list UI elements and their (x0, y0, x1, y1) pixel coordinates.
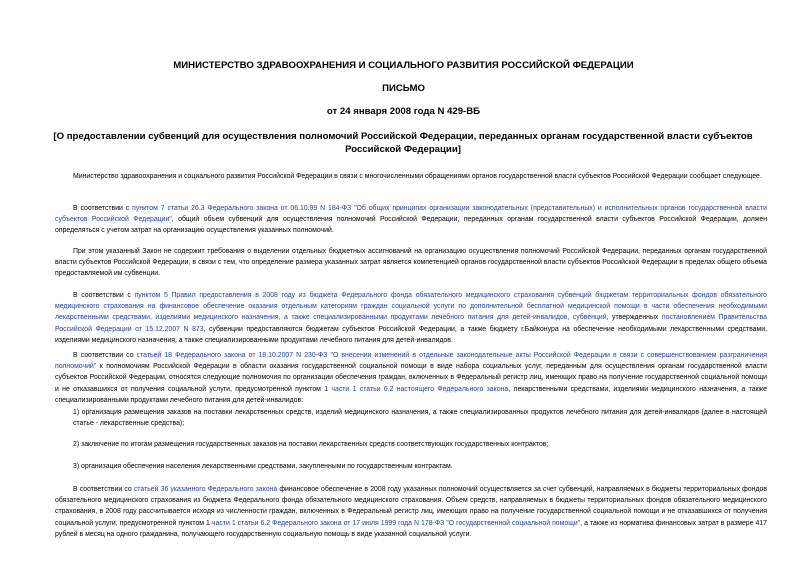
paragraph-2-text-b: , общий объем субвенций для осуществления полномочий Российской Федерации, переданных органам государственной власти субъектов Российской Федерации, должен определяться с учетом затрат на организацию осуществления указанных полномочий. (55, 216, 767, 235)
link-law-178fz[interactable]: части 1 статьи 6.2 Федерального закона от 17 июля 1999 года N 178-ФЗ "О государственной социальной помощи" (211, 519, 581, 527)
paragraph-9-text-b: финансовое обеспечение в 2008 году указанных полномочий осуществляется за счет субвенций, направляемых в бюджеты территориальных фондов обязательного медицинского страхования из бюджета Федерального фонда обязательного медицинского страхования. Объем средств, направляемых в бюджеты территориальных фондов обязательного медицинского страхования, в 2008 году рассчитывается исходя из численности граждан, включенных в Федеральный регистр лиц, имеющих право на получение государственной социальной помощи и не отказавшихся от получения социальной услуги, предусмотренной пунктом 1 (55, 486, 767, 527)
link-rules-point-5[interactable]: пунктом 5 Правил предоставления в 2008 году из бюджета Федерального фонда обязательного медицинского страхования субвенций бюджетам территориальных фондов обязательного медицинского страхования на финансовое обеспечение оказания отдельным категориям граждан социальной услуги по дополнительной бесплатной медицинской помощи в части обеспечения необходимыми лекарственными средствами, изделиями медицинского назначения, а также специализированными продуктами лечебного питания для детей-инвалидов, субвенций (55, 292, 768, 322)
paragraph-3: При этом указанный Закон не содержит требования о выделении отдельных бюджетных ассигнований на организацию осуществления полномочий Российской Федерации, переданных органам государственной власти субъектов Российской Федерации, в связи с тем, что определение размера указанных затрат является компетенцией органов государственной власти субъектов Российской Федерации в пределах общего объема предоставляемой им субвенции. (55, 248, 767, 278)
link-law-184fz[interactable]: пунктом 7 статьи 26.3 Федерального закона от 06.10.99 N 184-ФЗ "Об общих принципах организации законодательных (представительных) и исполнительных органов государственной власти субъектов Российской Федерации" (55, 205, 767, 224)
paragraph-9-text-a: В соответствии со (73, 486, 134, 493)
list-item-2: 2) заключение по итогам размещения государственных заказов на поставки лекарственных средств соответствующих государственных контрактов; (73, 441, 549, 448)
paragraph-4 (55, 290, 767, 346)
document-type: ПИСЬМО (382, 83, 425, 94)
paragraph-5 (55, 350, 767, 406)
paragraph-4-text-a: В соответствии с (73, 292, 135, 299)
paragraph-5-text-a: В соответствии со (73, 352, 137, 359)
paragraph-intro: Министерство здравоохранения и социального развития Российской Федерации в связи с многочисленными обращениями органов государственной власти субъектов Российской Федерации сообщает следующее. (73, 173, 762, 180)
list-item-1: 1) организация размещения заказов на поставки лекарственных средств, изделий медицинского назначения, а также специализированных продуктов лечебного питания для детей-инвалидов (далее в настоящей статье - лекарственные средства); (73, 409, 767, 428)
link-article-36[interactable]: статьей 36 указанного Федерального закона (133, 486, 278, 493)
link-article-6-2[interactable]: части 1 статьи 6.2 настоящего Федерального закона (331, 385, 509, 393)
paragraph-9-text-c: , а также из норматива финансовых затрат в размере 417 рублей в месяц на одного гражданина, получающего государственную социальную помощь в виде указанной социальной услуги. (55, 519, 767, 538)
ministry-name: МИНИСТЕРСТВО ЗДРАВООХРАНЕНИЯ И СОЦИАЛЬНОГО РАЗВИТИЯ РОССИЙСКОЙ ФЕДЕРАЦИИ (173, 60, 634, 71)
paragraph-2 (55, 203, 767, 237)
document-title: [О предоставлении субвенций для осуществления полномочий Российской Федерации, переданных органам государственной власти субъектов Российской Федерации] (53, 131, 753, 155)
paragraph-9 (55, 484, 767, 540)
paragraph-4-text-c: , субвенции предоставляются бюджетам субъектов Российской Федерации, а также бюджету г.Байконура на обеспечение необходимыми лекарственными средствами, изделиями медицинского назначения, а также специализированными продуктами лечебного питания для детей-инвалидов. (55, 325, 767, 344)
paragraph-5-text-b: к полномочиям Российской Федерации в области оказания государственной социальной помощи в виде набора социальных услуг, переданным для осуществления органам государственной власти субъектов Российской Федерации, относятся следующие полномочия по организации обеспечения граждан, включенных в Федеральный регистр лиц, имеющих право на получение государственной социальной помощи и не отказавшихся от получения социальной услуги, предусмотренной пунктом 1 (55, 363, 767, 393)
list-item-3: 3) организация обеспечения населения лекарственными средствами, закупленными по государственным контрактам. (73, 463, 453, 470)
link-law-230fz-article-18[interactable]: статьей 18 Федерального закона от 18.10.2007 N 230-ФЗ "О внесении изменений в отдельные законодательные акты Российской Федерации в связи с совершенствованием разграничения полномочий" (55, 352, 767, 371)
paragraph-5-text-c: , лекарственными средствами, изделиями медицинского назначения, а также специализированными продуктами лечебного питания для детей-инвалидов: (55, 385, 767, 404)
paragraph-2-text-a: В соответствии с (73, 205, 133, 212)
paragraph-4-text-b: , утвержденных (606, 314, 662, 322)
document-date-number: от 24 января 2008 года N 429-ВБ (326, 106, 481, 117)
link-resolution-873[interactable]: постановлением Правительства Российской Федерации от 15.12.2007 N 873 (55, 314, 767, 333)
